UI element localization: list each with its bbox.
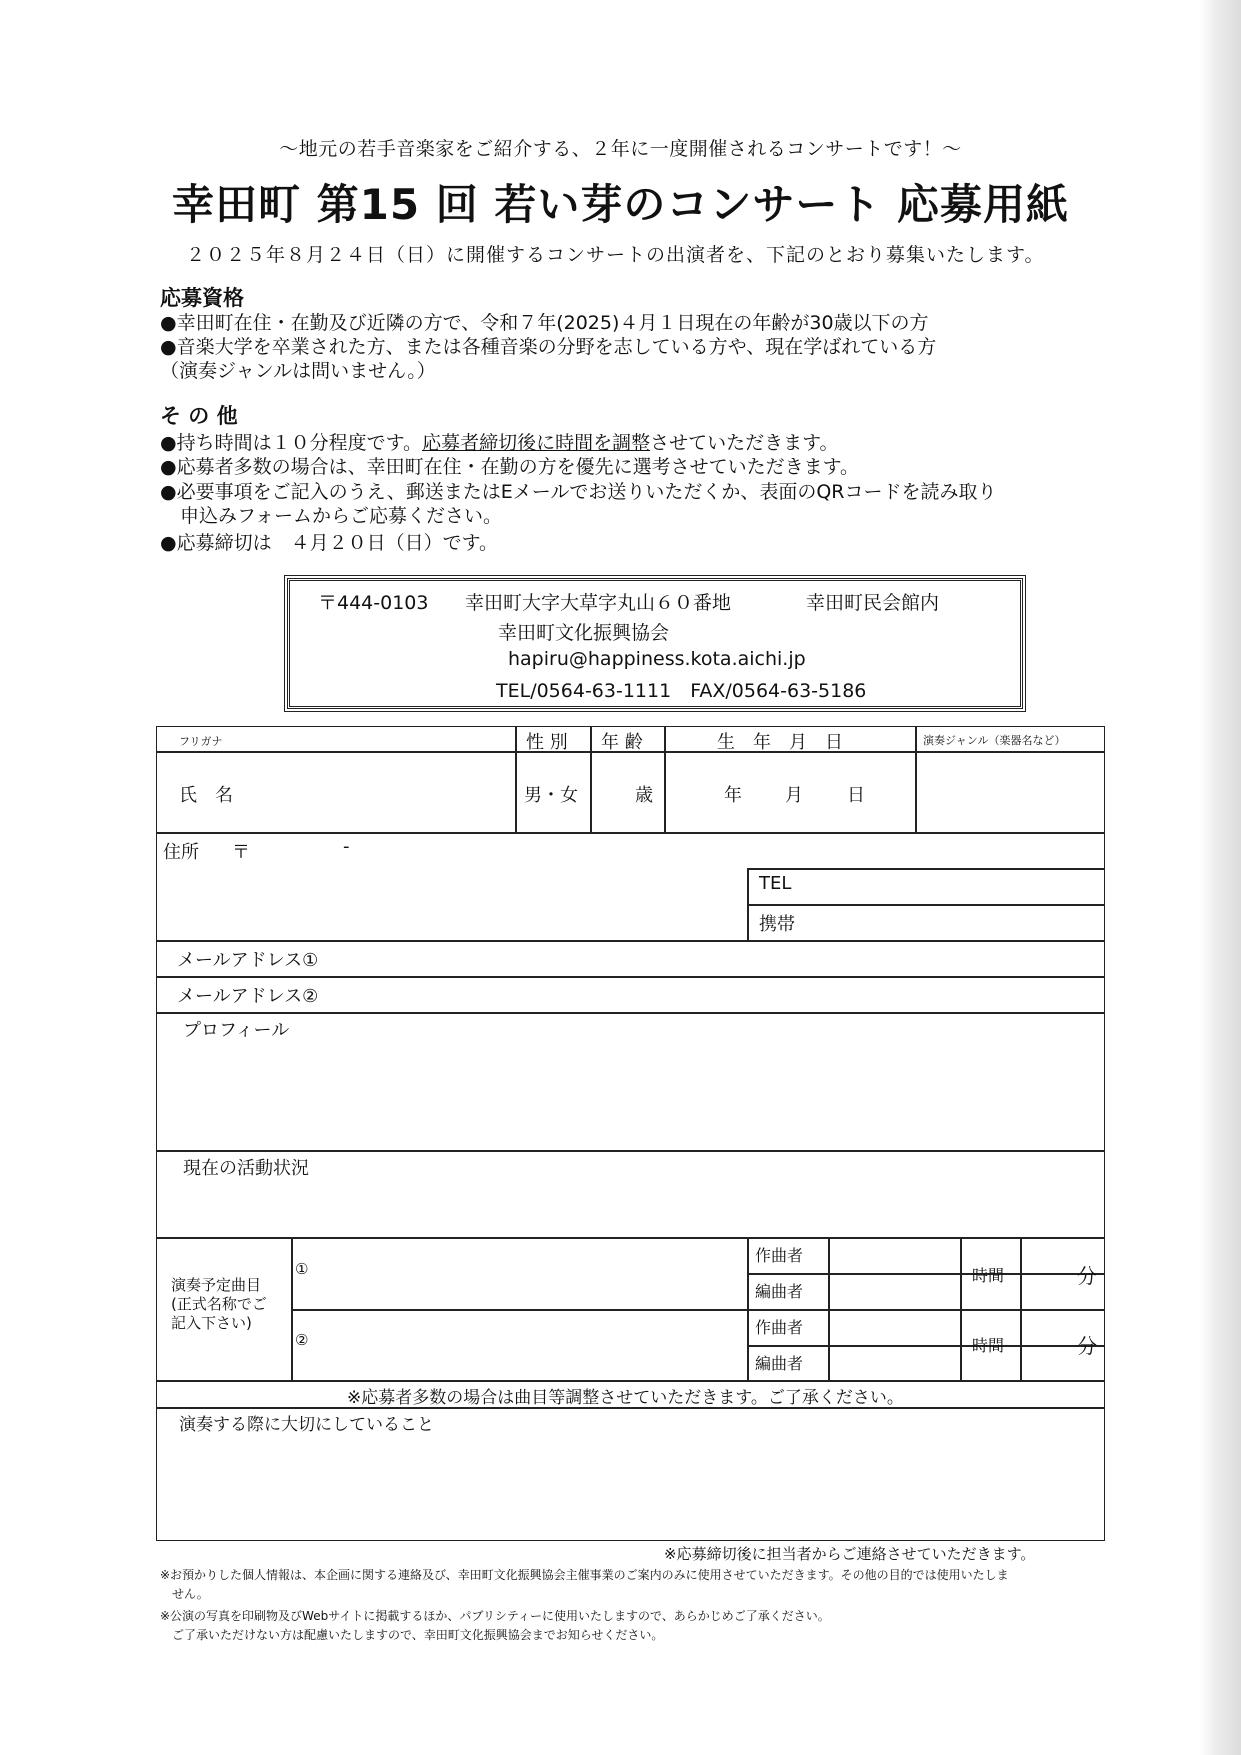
address-box (287, 578, 1023, 709)
age-header: 年 齢 (601, 732, 643, 753)
address-street: 幸田町大字大草字丸山６０番地 (465, 592, 732, 614)
other-item-2: ●応募者多数の場合は、幸田町在住・在勤の方を優先に選考させていただきます。 (160, 456, 860, 478)
other-item-1-part-a: ●持ち時間は１０分程度です。 (160, 432, 423, 454)
email2-label: メールアドレス② (177, 986, 319, 1007)
pieces-label-line-2: (正式名称でご (171, 1295, 267, 1313)
eligibility-heading: 応募資格 (160, 286, 244, 310)
other-item-3-line-2: 申込みフォームからご応募ください。 (180, 505, 503, 527)
month-unit: 月 (785, 785, 803, 806)
year-unit: 年 (724, 785, 742, 806)
piece-2-time-label: 時間 (972, 1336, 1005, 1355)
activity-label: 現在の活動状況 (183, 1158, 309, 1179)
postal-dash: - (343, 836, 350, 857)
name-label: 氏 名 (179, 785, 233, 806)
intro-text: ２０２５年８月２４日（日）に開催するコンサートの出演者を、下記のとおり募集いたします。 (186, 244, 1045, 266)
furigana-label: フリガナ (179, 735, 223, 748)
tel-label: TEL (759, 873, 792, 894)
piece-1-mark: ① (295, 1260, 309, 1278)
postal-mark: 〒 (232, 842, 250, 863)
piece-1-composer-label: 作曲者 (755, 1246, 804, 1265)
piece-2-composer-label: 作曲者 (755, 1318, 804, 1337)
address-postal: 〒444-0103 (318, 592, 429, 614)
mobile-label: 携帯 (759, 914, 795, 935)
pieces-label-line-3: 記入下さい) (171, 1314, 252, 1332)
other-item-1-underlined: 応募者締切後に時間を調整 (422, 432, 651, 454)
important-label: 演奏する際に大切にしていること (179, 1415, 434, 1435)
eligibility-item-1: ●幸田町在住・在勤及び近隣の方で、令和７年(2025)４月１日現在の年齢が30歳以下の方 (160, 312, 929, 334)
email1-label: メールアドレス① (177, 950, 319, 971)
genre-header: 演奏ジャンル（楽器名など） (923, 734, 1066, 747)
pieces-label-line-1: 演奏予定曲目 (171, 1276, 262, 1294)
privacy-note-line-1: ※お預かりした個人情報は、本企画に関する連絡及び、幸田町文化振興協会主催事業のご案内のみに使用させていただきます。その他の目的では使用いたしま (160, 1568, 1009, 1582)
eligibility-item-3: （演奏ジャンルは問いません。） (160, 360, 436, 382)
birth-header: 生 年 月 日 (717, 732, 843, 753)
page-title: 幸田町 第15 回 若い芽のコンサート 応募用紙 (172, 180, 1069, 229)
other-item-4: ●応募締切は ４月２０日（日）です。 (160, 532, 499, 554)
address-email: hapiru@happiness.kota.aichi.jp (508, 648, 806, 670)
eligibility-item-2: ●音楽大学を卒業された方、または各種音楽の分野を志している方や、現在学ばれている方 (160, 336, 937, 358)
age-unit: 歳 (635, 785, 653, 806)
piece-1-arranger-label: 編曲者 (755, 1282, 804, 1301)
other-item-1-part-c: させていただきます。 (650, 432, 839, 454)
photo-note-line-2: ご了承いただけない方は配慮いたしますので、幸田町文化振興協会までお知らせください。 (172, 1628, 664, 1642)
piece-1-time-label: 時間 (972, 1266, 1005, 1285)
address-building: 幸田町民会館内 (806, 592, 940, 614)
address-tel-fax: TEL/0564-63-1111 FAX/0564-63-5186 (496, 680, 867, 702)
contact-note: ※応募締切後に担当者からご連絡させていただきます。 (664, 1545, 1036, 1563)
other-item-3-line-1: ●必要事項をご記入のうえ、郵送またはEメールでお送りいただくか、表面のQRコードを読み取り (160, 481, 997, 503)
day-unit: 日 (847, 785, 865, 806)
photo-note-line-1: ※公演の写真を印刷物及びWebサイトに掲載するほか、パブリシティーに使用いたしますので、あらかじめご了承ください。 (160, 1609, 830, 1623)
other-heading: そ の 他 (160, 404, 238, 428)
piece-2-arranger-label: 編曲者 (755, 1354, 804, 1373)
profile-label: プロフィール (183, 1020, 290, 1041)
piece-2-mark: ② (295, 1331, 309, 1349)
address-label: 住所 (163, 842, 199, 863)
address-org: 幸田町文化振興協会 (498, 622, 670, 644)
privacy-note-line-2: せん。 (172, 1587, 209, 1601)
page-subtitle: ～地元の若手音楽家をご紹介する、２年に一度開催されるコンサートです！～ (279, 138, 962, 160)
other-item-1 (160, 431, 839, 455)
pieces-note: ※応募者多数の場合は曲目等調整させていただきます。ご了承ください。 (347, 1388, 904, 1408)
piece-2-minutes-unit: 分 (1077, 1334, 1097, 1358)
gender-value: 男・女 (524, 785, 578, 806)
application-form (156, 726, 1105, 1541)
scan-edge-shadow (1199, 0, 1241, 1755)
piece-1-minutes-unit: 分 (1077, 1264, 1097, 1288)
gender-header: 性 別 (526, 732, 568, 753)
